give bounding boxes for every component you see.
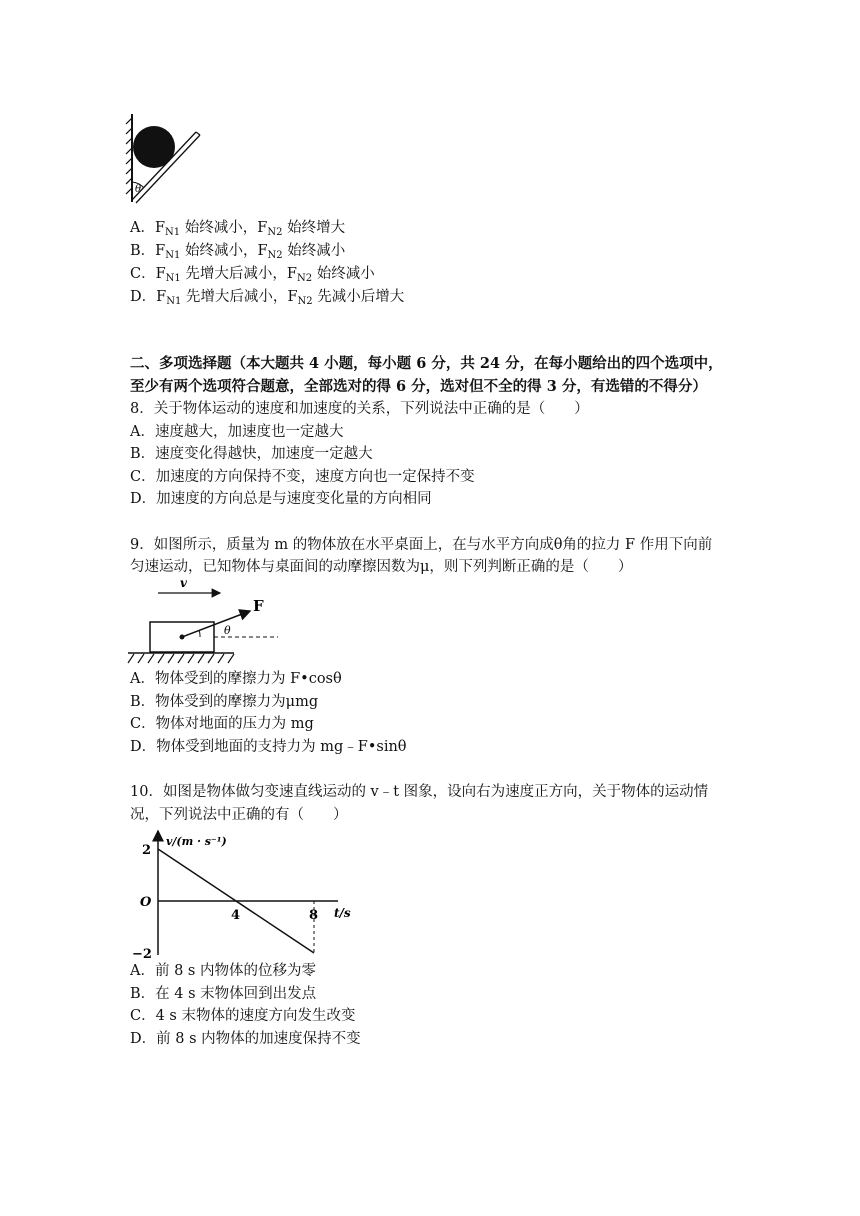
section2-heading-line2: 至少有两个选项符合题意，全部选对的得 6 分，选对但不全的得 3 分，有选错的不得分）	[130, 378, 707, 395]
q9-option-c: C．物体对地面的压力为 mg	[130, 716, 314, 732]
q8-option-a: A．速度越大，加速度也一定越大	[130, 424, 344, 440]
ground-hatching	[128, 654, 234, 663]
q9-stem-line1: 9．如图所示，质量为 m 的物体放在水平桌面上，在与水平方向成θ角的拉力 F 作用下向前	[130, 537, 713, 553]
wall-hatching	[126, 114, 132, 202]
q7-option-a: A．$F_{N1}$ 始终减小，$F_{N2}$ 始终增大	[130, 220, 346, 238]
q7-ball-wall-board-figure	[126, 112, 206, 212]
q9-option-d: D．物体受到地面的支持力为 mg﹣F•sinθ	[130, 739, 407, 755]
force-label: F	[253, 597, 264, 615]
velocity-label: v	[180, 576, 187, 590]
y-tick-label-2: 2	[142, 843, 152, 858]
q10-stem-line1: 10．如图是物体做匀变速直线运动的 v﹣t 图象，设向右为速度正方向，关于物体的运动情	[130, 784, 709, 800]
q10-vt-chart	[130, 825, 370, 960]
q8-option-c: C．加速度的方向保持不变，速度方向也一定保持不变	[130, 469, 475, 485]
q7-option-d: D．$F_{N1}$ 先增大后减小，$F_{N2}$ 先减小后增大	[130, 289, 405, 307]
q7-option-c: C．$F_{N1}$ 先增大后减小，$F_{N2}$ 始终减小	[130, 266, 375, 284]
q10-option-a: A．前 8 s 内物体的位移为零	[130, 963, 316, 979]
q9-block-force-figure	[128, 576, 288, 666]
x-tick-label-8: 8	[309, 908, 319, 923]
q8-stem: 8．关于物体运动的速度和加速度的关系，下列说法中正确的是（ ）	[130, 401, 589, 417]
q10-option-b: B．在 4 s 末物体回到出发点	[130, 986, 317, 1002]
angle-label: θ	[224, 624, 231, 637]
y-tick-label-neg2: −2	[132, 947, 152, 962]
y-axis-label: v/(m · s⁻¹)	[166, 835, 227, 848]
q9-option-b: B．物体受到的摩擦力为μmg	[130, 694, 319, 710]
origin-label: O	[140, 895, 152, 910]
section2-heading-line1: 二、多项选择题（本大题共 4 小题，每小题 6 分，共 24 分，在每小题给出的四个选项中，	[130, 355, 723, 372]
q9-option-a: A．物体受到的摩擦力为 F•cosθ	[130, 671, 342, 687]
x-axis-label: t/s	[334, 906, 351, 920]
q7-option-b: B．$F_{N1}$ 始终减小，$F_{N2}$ 始终减小	[130, 243, 346, 261]
q9-stem-line2: 匀速运动，已知物体与桌面间的动摩擦因数为μ，则下列判断正确的是（ ）	[130, 559, 633, 575]
q10-stem-line2: 况，下列说法中正确的有（ ）	[130, 807, 348, 823]
q8-option-b: B．速度变化得越快，加速度一定越大	[130, 446, 373, 462]
x-tick-label-4: 4	[231, 908, 241, 923]
angle-label: θ	[135, 184, 142, 195]
q8-option-d: D．加速度的方向总是与速度变化量的方向相同	[130, 491, 432, 507]
q10-option-d: D．前 8 s 内物体的加速度保持不变	[130, 1031, 361, 1047]
q10-option-c: C．4 s 末物体的速度方向发生改变	[130, 1008, 356, 1024]
